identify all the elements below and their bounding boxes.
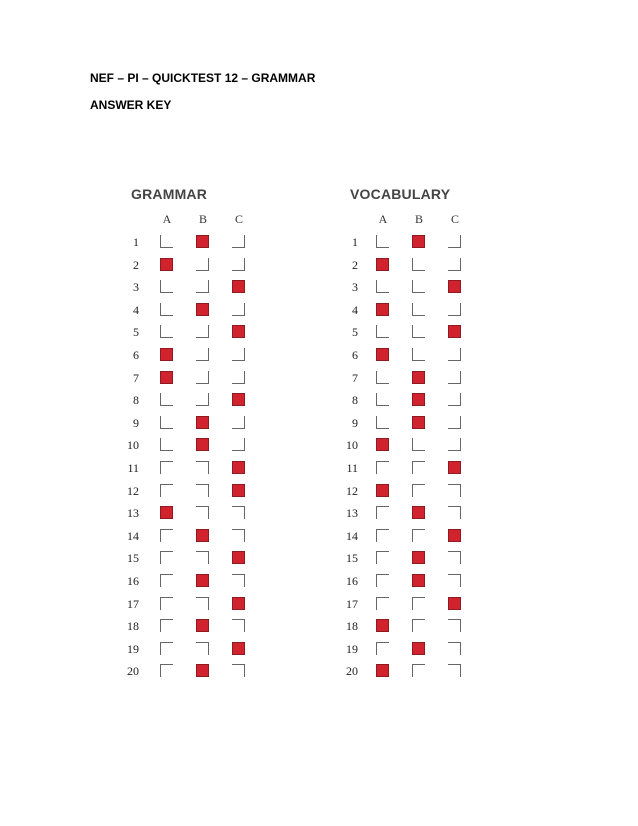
vocab-question-row — [340, 346, 480, 366]
answer-box-b — [412, 664, 425, 677]
answer-box-b — [196, 348, 209, 361]
answer-box-a — [160, 619, 173, 632]
answer-box-c — [448, 642, 461, 655]
answer-box-a — [376, 371, 389, 384]
grammar-question-row — [121, 436, 261, 456]
answer-box-b-selected — [412, 416, 425, 429]
answer-box-c-selected — [232, 551, 245, 564]
answer-box-b — [412, 280, 425, 293]
answer-box-c — [232, 348, 245, 361]
question-number: 2 — [352, 257, 358, 272]
grammar-option-b-header: B — [198, 212, 207, 226]
answer-box-c-selected — [448, 461, 461, 474]
grammar-question-row — [121, 549, 261, 569]
answer-box-a — [160, 393, 173, 406]
answer-box-a — [376, 325, 389, 338]
answer-box-c-selected — [448, 325, 461, 338]
document-title: NEF – PI – QUICKTEST 12 – GRAMMAR — [90, 71, 316, 85]
answer-box-b — [412, 529, 425, 542]
answer-box-c-selected — [448, 529, 461, 542]
answer-box-b — [196, 371, 209, 384]
grammar-question-row — [121, 256, 261, 276]
answer-box-b-selected — [196, 303, 209, 316]
grammar-question-row — [121, 504, 261, 524]
answer-box-b — [196, 642, 209, 655]
answer-box-b — [412, 348, 425, 361]
answer-box-a — [376, 506, 389, 519]
question-number: 11 — [346, 461, 358, 475]
answer-box-a — [160, 235, 173, 248]
vocabulary-option-b-header: B — [414, 212, 423, 226]
answer-box-c — [232, 619, 245, 632]
answer-box-a — [376, 574, 389, 587]
answer-box-b-selected — [196, 438, 209, 451]
answer-box-c — [448, 664, 461, 677]
grammar-question-row — [121, 662, 261, 682]
question-number: 12 — [127, 483, 139, 498]
vocab-question-row — [340, 414, 480, 434]
answer-box-c — [232, 506, 245, 519]
question-number: 20 — [346, 664, 358, 679]
answer-box-a — [160, 597, 173, 610]
answer-box-a-selected — [160, 258, 173, 271]
question-number: 19 — [127, 641, 139, 656]
answer-box-b — [412, 303, 425, 316]
vocab-question-row — [340, 278, 480, 298]
vocab-question-row — [340, 572, 480, 592]
question-number: 7 — [352, 370, 358, 385]
answer-box-c — [448, 371, 461, 384]
vocabulary-option-a-header: A — [378, 212, 388, 226]
answer-box-b — [196, 258, 209, 271]
vocab-question-row — [340, 459, 480, 479]
question-number: 12 — [346, 483, 358, 498]
grammar-question-row — [121, 323, 261, 343]
answer-box-c — [448, 619, 461, 632]
grammar-question-row — [121, 617, 261, 637]
answer-box-a — [160, 303, 173, 316]
answer-box-c — [232, 235, 245, 248]
answer-box-c — [232, 438, 245, 451]
answer-box-c — [232, 258, 245, 271]
answer-box-b-selected — [196, 235, 209, 248]
vocab-question-row — [340, 301, 480, 321]
question-number: 1 — [352, 235, 358, 249]
answer-box-a — [160, 664, 173, 677]
question-number: 14 — [346, 528, 358, 543]
grammar-question-row — [121, 595, 261, 615]
vocab-question-row — [340, 323, 480, 343]
grammar-question-row — [121, 278, 261, 298]
answer-box-a-selected — [376, 303, 389, 316]
answer-box-b — [196, 506, 209, 519]
answer-box-c — [448, 235, 461, 248]
vocab-question-row — [340, 617, 480, 637]
answer-box-b — [412, 325, 425, 338]
answer-box-a-selected — [376, 438, 389, 451]
answer-box-b — [196, 325, 209, 338]
answer-box-b — [196, 597, 209, 610]
answer-box-c — [448, 303, 461, 316]
answer-box-b-selected — [196, 664, 209, 677]
vocabulary-heading: VOCABULARY — [350, 186, 451, 202]
answer-box-b — [196, 551, 209, 564]
vocab-question-row — [340, 640, 480, 660]
answer-box-a-selected — [160, 348, 173, 361]
answer-box-c — [232, 416, 245, 429]
answer-box-c — [448, 438, 461, 451]
grammar-question-row — [121, 459, 261, 479]
grammar-question-row — [121, 640, 261, 660]
question-number: 17 — [346, 596, 358, 611]
answer-box-b-selected — [196, 619, 209, 632]
vocab-question-row — [340, 233, 480, 253]
answer-box-b-selected — [412, 574, 425, 587]
answer-box-a — [376, 529, 389, 542]
answer-box-c — [448, 393, 461, 406]
answer-box-b — [196, 461, 209, 474]
vocab-question-row — [340, 549, 480, 569]
answer-box-c — [448, 551, 461, 564]
answer-box-c — [448, 574, 461, 587]
answer-box-b — [196, 280, 209, 293]
question-number: 5 — [352, 325, 358, 340]
question-number: 3 — [133, 280, 139, 295]
vocab-question-row — [340, 256, 480, 276]
answer-box-b — [412, 258, 425, 271]
answer-box-b-selected — [412, 371, 425, 384]
question-number: 5 — [133, 325, 139, 340]
answer-box-a — [160, 529, 173, 542]
question-number: 10 — [346, 438, 358, 453]
answer-box-a-selected — [376, 348, 389, 361]
question-number: 2 — [133, 257, 139, 272]
answer-box-a — [376, 551, 389, 564]
vocab-question-row — [340, 369, 480, 389]
question-number: 7 — [133, 370, 139, 385]
vocab-question-row — [340, 662, 480, 682]
answer-box-a — [376, 235, 389, 248]
answer-box-c — [232, 371, 245, 384]
grammar-option-c-header: C — [234, 212, 243, 226]
vocab-question-row — [340, 391, 480, 411]
answer-box-c-selected — [448, 597, 461, 610]
answer-box-a-selected — [376, 664, 389, 677]
answer-box-c-selected — [232, 461, 245, 474]
question-number: 16 — [346, 574, 358, 588]
grammar-heading: GRAMMAR — [131, 186, 208, 202]
question-number: 8 — [133, 393, 139, 408]
vocab-question-row — [340, 595, 480, 615]
answer-box-c-selected — [232, 393, 245, 406]
answer-box-c-selected — [232, 642, 245, 655]
question-number: 4 — [352, 302, 358, 317]
grammar-question-row — [121, 346, 261, 366]
question-number: 10 — [127, 438, 139, 453]
answer-box-b — [412, 438, 425, 451]
question-number: 19 — [346, 641, 358, 656]
answer-box-b — [412, 619, 425, 632]
vocab-question-row — [340, 527, 480, 547]
answer-box-a — [160, 438, 173, 451]
answer-box-b-selected — [196, 574, 209, 587]
question-number: 9 — [352, 415, 358, 430]
question-number: 11 — [127, 461, 139, 475]
answer-box-c — [232, 664, 245, 677]
answer-box-c — [448, 416, 461, 429]
answer-box-a — [160, 574, 173, 587]
answer-box-c-selected — [448, 280, 461, 293]
answer-box-a — [160, 484, 173, 497]
answer-box-b — [196, 393, 209, 406]
question-number: 18 — [346, 619, 358, 634]
answer-box-c — [448, 258, 461, 271]
answer-box-b-selected — [196, 529, 209, 542]
grammar-question-row — [121, 482, 261, 502]
answer-box-b — [412, 484, 425, 497]
answer-box-a — [160, 280, 173, 293]
answer-box-b — [412, 461, 425, 474]
answer-box-b-selected — [412, 393, 425, 406]
answer-box-a — [376, 280, 389, 293]
answer-box-b-selected — [412, 235, 425, 248]
question-number: 6 — [352, 348, 358, 362]
answer-box-a-selected — [376, 484, 389, 497]
grammar-question-row — [121, 527, 261, 547]
answer-box-c-selected — [232, 597, 245, 610]
question-number: 14 — [127, 528, 139, 543]
answer-box-b-selected — [412, 551, 425, 564]
answer-box-b-selected — [412, 506, 425, 519]
question-number: 15 — [346, 551, 358, 566]
answer-box-b-selected — [196, 416, 209, 429]
question-number: 20 — [127, 664, 139, 679]
answer-box-a — [160, 416, 173, 429]
question-number: 15 — [127, 551, 139, 566]
answer-box-c-selected — [232, 484, 245, 497]
question-number: 3 — [352, 280, 358, 295]
grammar-question-row — [121, 414, 261, 434]
answer-box-a-selected — [160, 371, 173, 384]
question-number: 4 — [133, 302, 139, 317]
vocab-question-row — [340, 436, 480, 456]
answer-box-a-selected — [376, 258, 389, 271]
question-number: 13 — [127, 506, 139, 521]
answer-box-c — [448, 348, 461, 361]
answer-box-c — [232, 574, 245, 587]
answer-box-a — [160, 461, 173, 474]
answer-box-a — [376, 642, 389, 655]
answer-box-c-selected — [232, 280, 245, 293]
answer-box-b — [412, 597, 425, 610]
answer-box-c — [448, 484, 461, 497]
grammar-question-row — [121, 369, 261, 389]
answer-box-a — [376, 461, 389, 474]
question-number: 13 — [346, 506, 358, 521]
answer-box-b — [196, 484, 209, 497]
answer-box-c-selected — [232, 325, 245, 338]
grammar-question-row — [121, 301, 261, 321]
vocab-question-row — [340, 504, 480, 524]
answer-box-a — [160, 551, 173, 564]
grammar-question-row — [121, 572, 261, 592]
answer-box-a — [376, 393, 389, 406]
vocabulary-option-c-header: C — [450, 212, 459, 226]
question-number: 17 — [127, 596, 139, 611]
answer-box-a — [160, 325, 173, 338]
answer-box-a-selected — [376, 619, 389, 632]
answer-box-b-selected — [412, 642, 425, 655]
grammar-question-row — [121, 391, 261, 411]
answer-box-c — [232, 529, 245, 542]
answer-box-a-selected — [160, 506, 173, 519]
question-number: 6 — [133, 348, 139, 362]
grammar-option-a-header: A — [162, 212, 172, 226]
answer-box-a — [376, 416, 389, 429]
question-number: 8 — [352, 393, 358, 408]
question-number: 9 — [133, 415, 139, 430]
document-subtitle: ANSWER KEY — [90, 98, 172, 112]
question-number: 18 — [127, 619, 139, 634]
question-number: 1 — [133, 235, 139, 249]
answer-box-a — [376, 597, 389, 610]
answer-box-c — [232, 303, 245, 316]
vocab-question-row — [340, 482, 480, 502]
answer-box-c — [448, 506, 461, 519]
answer-box-a — [160, 642, 173, 655]
grammar-question-row — [121, 233, 261, 253]
question-number: 16 — [127, 574, 139, 588]
